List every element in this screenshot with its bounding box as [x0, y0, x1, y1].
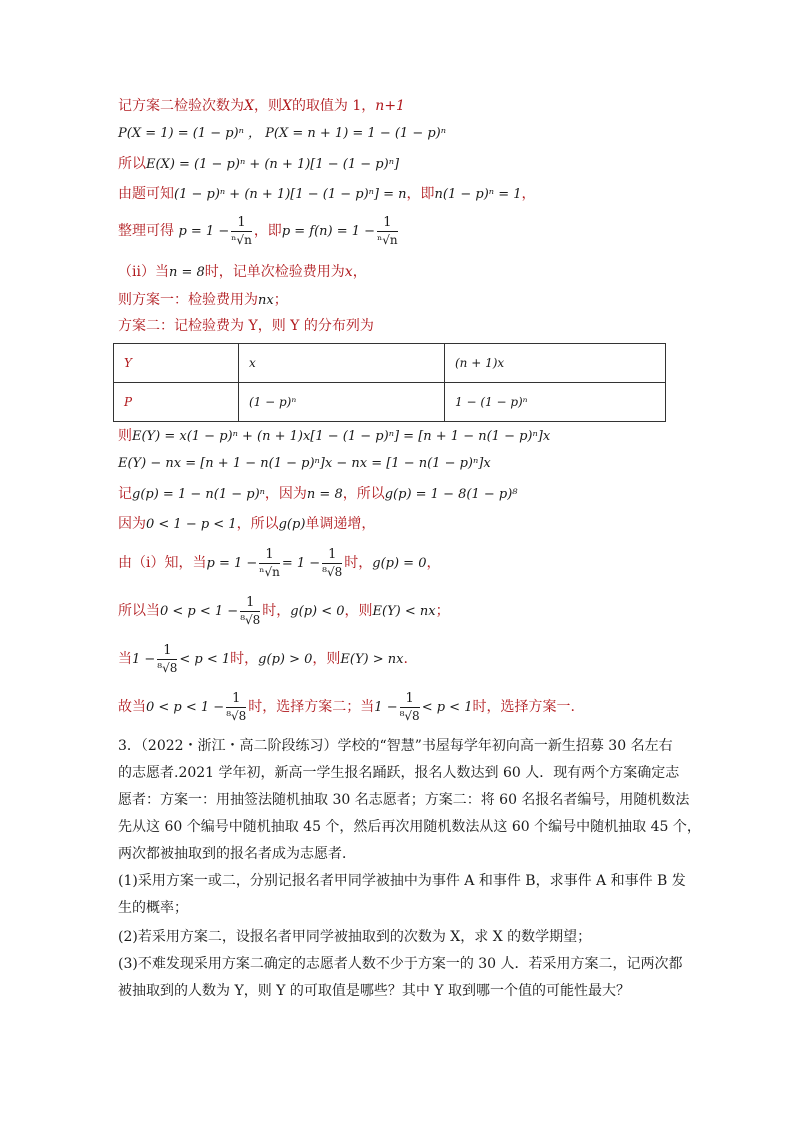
text: ，即: [253, 223, 282, 239]
formula: 0 < 1 − p < 1: [146, 517, 237, 532]
var-x: X: [281, 98, 292, 114]
fraction: $\frac{1}{\text{⁸√8}}$: [157, 643, 178, 675]
table-cell: (1 − p)ⁿ: [239, 383, 445, 422]
question-2: (2)若采用方案二，设报名者甲同学被抽取到的次数为 X，求 X 的数学期望；: [118, 929, 592, 945]
text: 记方案二检验次数为: [118, 98, 244, 114]
formula: p = 1 −: [206, 556, 258, 571]
solution-line-1: [118, 96, 405, 116]
text: 单调递增，: [305, 516, 376, 532]
problem-line: 两次都被抽取到的报名者成为志愿者．: [118, 846, 356, 862]
solution-line-15: [118, 644, 408, 675]
text: ，则: [312, 651, 341, 667]
text: ，所以: [342, 486, 385, 502]
solution-line-14: [118, 596, 450, 627]
text: 时，: [230, 651, 259, 667]
text: ，: [426, 555, 441, 571]
solution-line-5: [118, 216, 400, 247]
distribution-table: [113, 343, 666, 422]
formula: g(p) > 0: [258, 652, 313, 667]
text: 所以: [118, 156, 146, 172]
text: 所以当: [118, 603, 160, 619]
text: 记: [118, 486, 132, 502]
text: ，因为: [264, 486, 307, 502]
formula: p = 1 −: [178, 224, 230, 239]
problem-line: 愿者：方案一：用抽签法随机抽取 30 名志愿者；方案二：将 60 名报名者编号，用随机数法: [118, 792, 690, 808]
formula: g(p) = 1 − n(1 − p)ⁿ: [132, 487, 265, 502]
text: 由（ⅰ）知，当: [118, 555, 207, 571]
solution-line-2: P(X = 1) = (1 − p)ⁿ ， P(X = n + 1) = 1 − (1 − p)ⁿ: [118, 126, 447, 141]
text: ，所以: [236, 516, 279, 532]
text: 时，记单次检验费用为: [204, 264, 345, 280]
formula: E(Y) < nx: [372, 604, 436, 619]
formula: < p < 1: [179, 652, 231, 667]
formula: E(Y) > nx: [340, 652, 404, 667]
formula: (1 − p)ⁿ + (n + 1)[1 − (1 − p)ⁿ] = n: [174, 187, 407, 202]
text: 故当: [118, 699, 146, 715]
solution-line-11: [118, 484, 517, 505]
text: 因为: [118, 516, 146, 532]
table-cell: 1 − (1 − p)ⁿ: [445, 383, 666, 422]
text: 时，: [344, 555, 373, 571]
formula: = 1 −: [281, 556, 321, 571]
text: 则: [118, 428, 132, 444]
solution-line-3: [118, 154, 399, 175]
text: 则方案一：检验费用为: [118, 292, 258, 308]
text: ，即: [406, 186, 435, 202]
fraction: $\frac{1}{\text{ⁿ√n}}$: [377, 215, 398, 247]
fraction: $\frac{1}{\text{⁸√8}}$: [240, 595, 261, 627]
question-3-cont: 被抽取到的人数为 Y，则 Y 的可取值是哪些？其中 Y 取到哪一个值的可能性最大？: [118, 983, 630, 999]
text: ；: [435, 603, 450, 619]
text: ，: [352, 264, 367, 280]
text: 时，选择方案二；当: [248, 699, 375, 715]
formula: n(1 − p)ⁿ = 1: [434, 187, 522, 202]
formula: n = 8: [306, 487, 343, 502]
text: ，: [521, 186, 536, 202]
formula: nx: [258, 293, 274, 308]
question-1: (1)采用方案一或二，分别记报名者甲同学被抽中为事件 A 和事件 B，求事件 A 和事件 B 发: [118, 873, 686, 889]
text: ，则: [344, 603, 373, 619]
fraction: $\frac{1}{\text{ⁿ√n}}$: [231, 215, 252, 247]
value-n-plus-1: n+1: [375, 98, 405, 114]
text: （ⅱ）当: [118, 264, 169, 280]
formula: n = 8: [168, 265, 205, 280]
fraction: $\frac{1}{\text{⁸√8}}$: [226, 691, 247, 723]
text: 整理可得: [118, 223, 174, 239]
solution-line-10: E(Y) − nx = [n + 1 − n(1 − p)ⁿ]x − nx = [1 − n(1 − p)ⁿ]x: [118, 456, 491, 471]
solution-line-9: [118, 426, 550, 447]
var-x: X: [244, 98, 254, 114]
table-cell: x: [239, 344, 445, 383]
table-cell: (n + 1)x: [445, 344, 666, 383]
text: 时，选择方案一.: [472, 699, 575, 715]
problem-line: 的志愿者.2021 学年初，新高一学生报名踊跃，报名人数达到 60 人．现有两个方案确定志: [118, 765, 680, 781]
problem-line: 先从这 60 个编号中随机抽取 45 个，然后再次用随机数法从这 60 个编号中随机抽取 45 个，: [118, 819, 701, 835]
var-x: x: [344, 264, 353, 280]
solution-line-7: [118, 290, 288, 311]
formula: g(p) = 0: [372, 556, 427, 571]
formula: g(p): [278, 517, 306, 532]
text: ；: [273, 292, 288, 308]
formula: 0 < p < 1 −: [146, 700, 225, 715]
text: ，则: [253, 98, 282, 114]
solution-line-8: 方案二：记检验费为 Y，则 Y 的分布列为: [118, 318, 374, 334]
formula: < p < 1: [421, 700, 473, 715]
formula: E(Y) = x(1 − p)ⁿ + (n + 1)x[1 − (1 − p)ⁿ] = [n + 1 − n(1 − p)ⁿ]x: [132, 429, 551, 444]
formula: E(X) = (1 − p)ⁿ + (n + 1)[1 − (1 − p)ⁿ]: [146, 157, 400, 172]
table-row: [114, 344, 666, 383]
formula: g(p) < 0: [290, 604, 345, 619]
text: 时，: [262, 603, 291, 619]
solution-line-16: [118, 692, 575, 723]
text: .: [403, 651, 408, 667]
text: 的取值为 1，: [291, 98, 376, 114]
formula: g(p) = 1 − 8(1 − p)⁸: [384, 487, 518, 502]
table-cell: Y: [114, 344, 239, 383]
formula: 0 < p < 1 −: [160, 604, 239, 619]
fraction: $\frac{1}{\text{ⁿ√n}}$: [259, 547, 280, 579]
solution-line-6: [118, 262, 367, 283]
text: 当: [118, 651, 132, 667]
solution-line-4: [118, 184, 536, 205]
solution-line-13: [118, 548, 440, 579]
question-3: (3)不难发现采用方案二确定的志愿者人数不少于方案一的 30 人．若采用方案二，记两次都: [118, 956, 683, 972]
problem-line: 3．（2022・浙江・高二阶段练习）学校的“智慧”书屋每学年初向高一新生招募 30 名左右: [118, 738, 673, 754]
fraction: $\frac{1}{\text{⁸√8}}$: [399, 691, 420, 723]
text: 由题可知: [118, 186, 174, 202]
table-row: [114, 383, 666, 422]
formula: 1 −: [374, 700, 398, 715]
fraction: $\frac{1}{\text{⁸√8}}$: [322, 547, 343, 579]
solution-line-12: [118, 514, 375, 535]
formula: p = f(n) = 1 −: [281, 224, 376, 239]
formula: 1 −: [132, 652, 156, 667]
table-cell: P: [114, 383, 239, 422]
question-1-cont: 生的概率；: [118, 900, 188, 916]
